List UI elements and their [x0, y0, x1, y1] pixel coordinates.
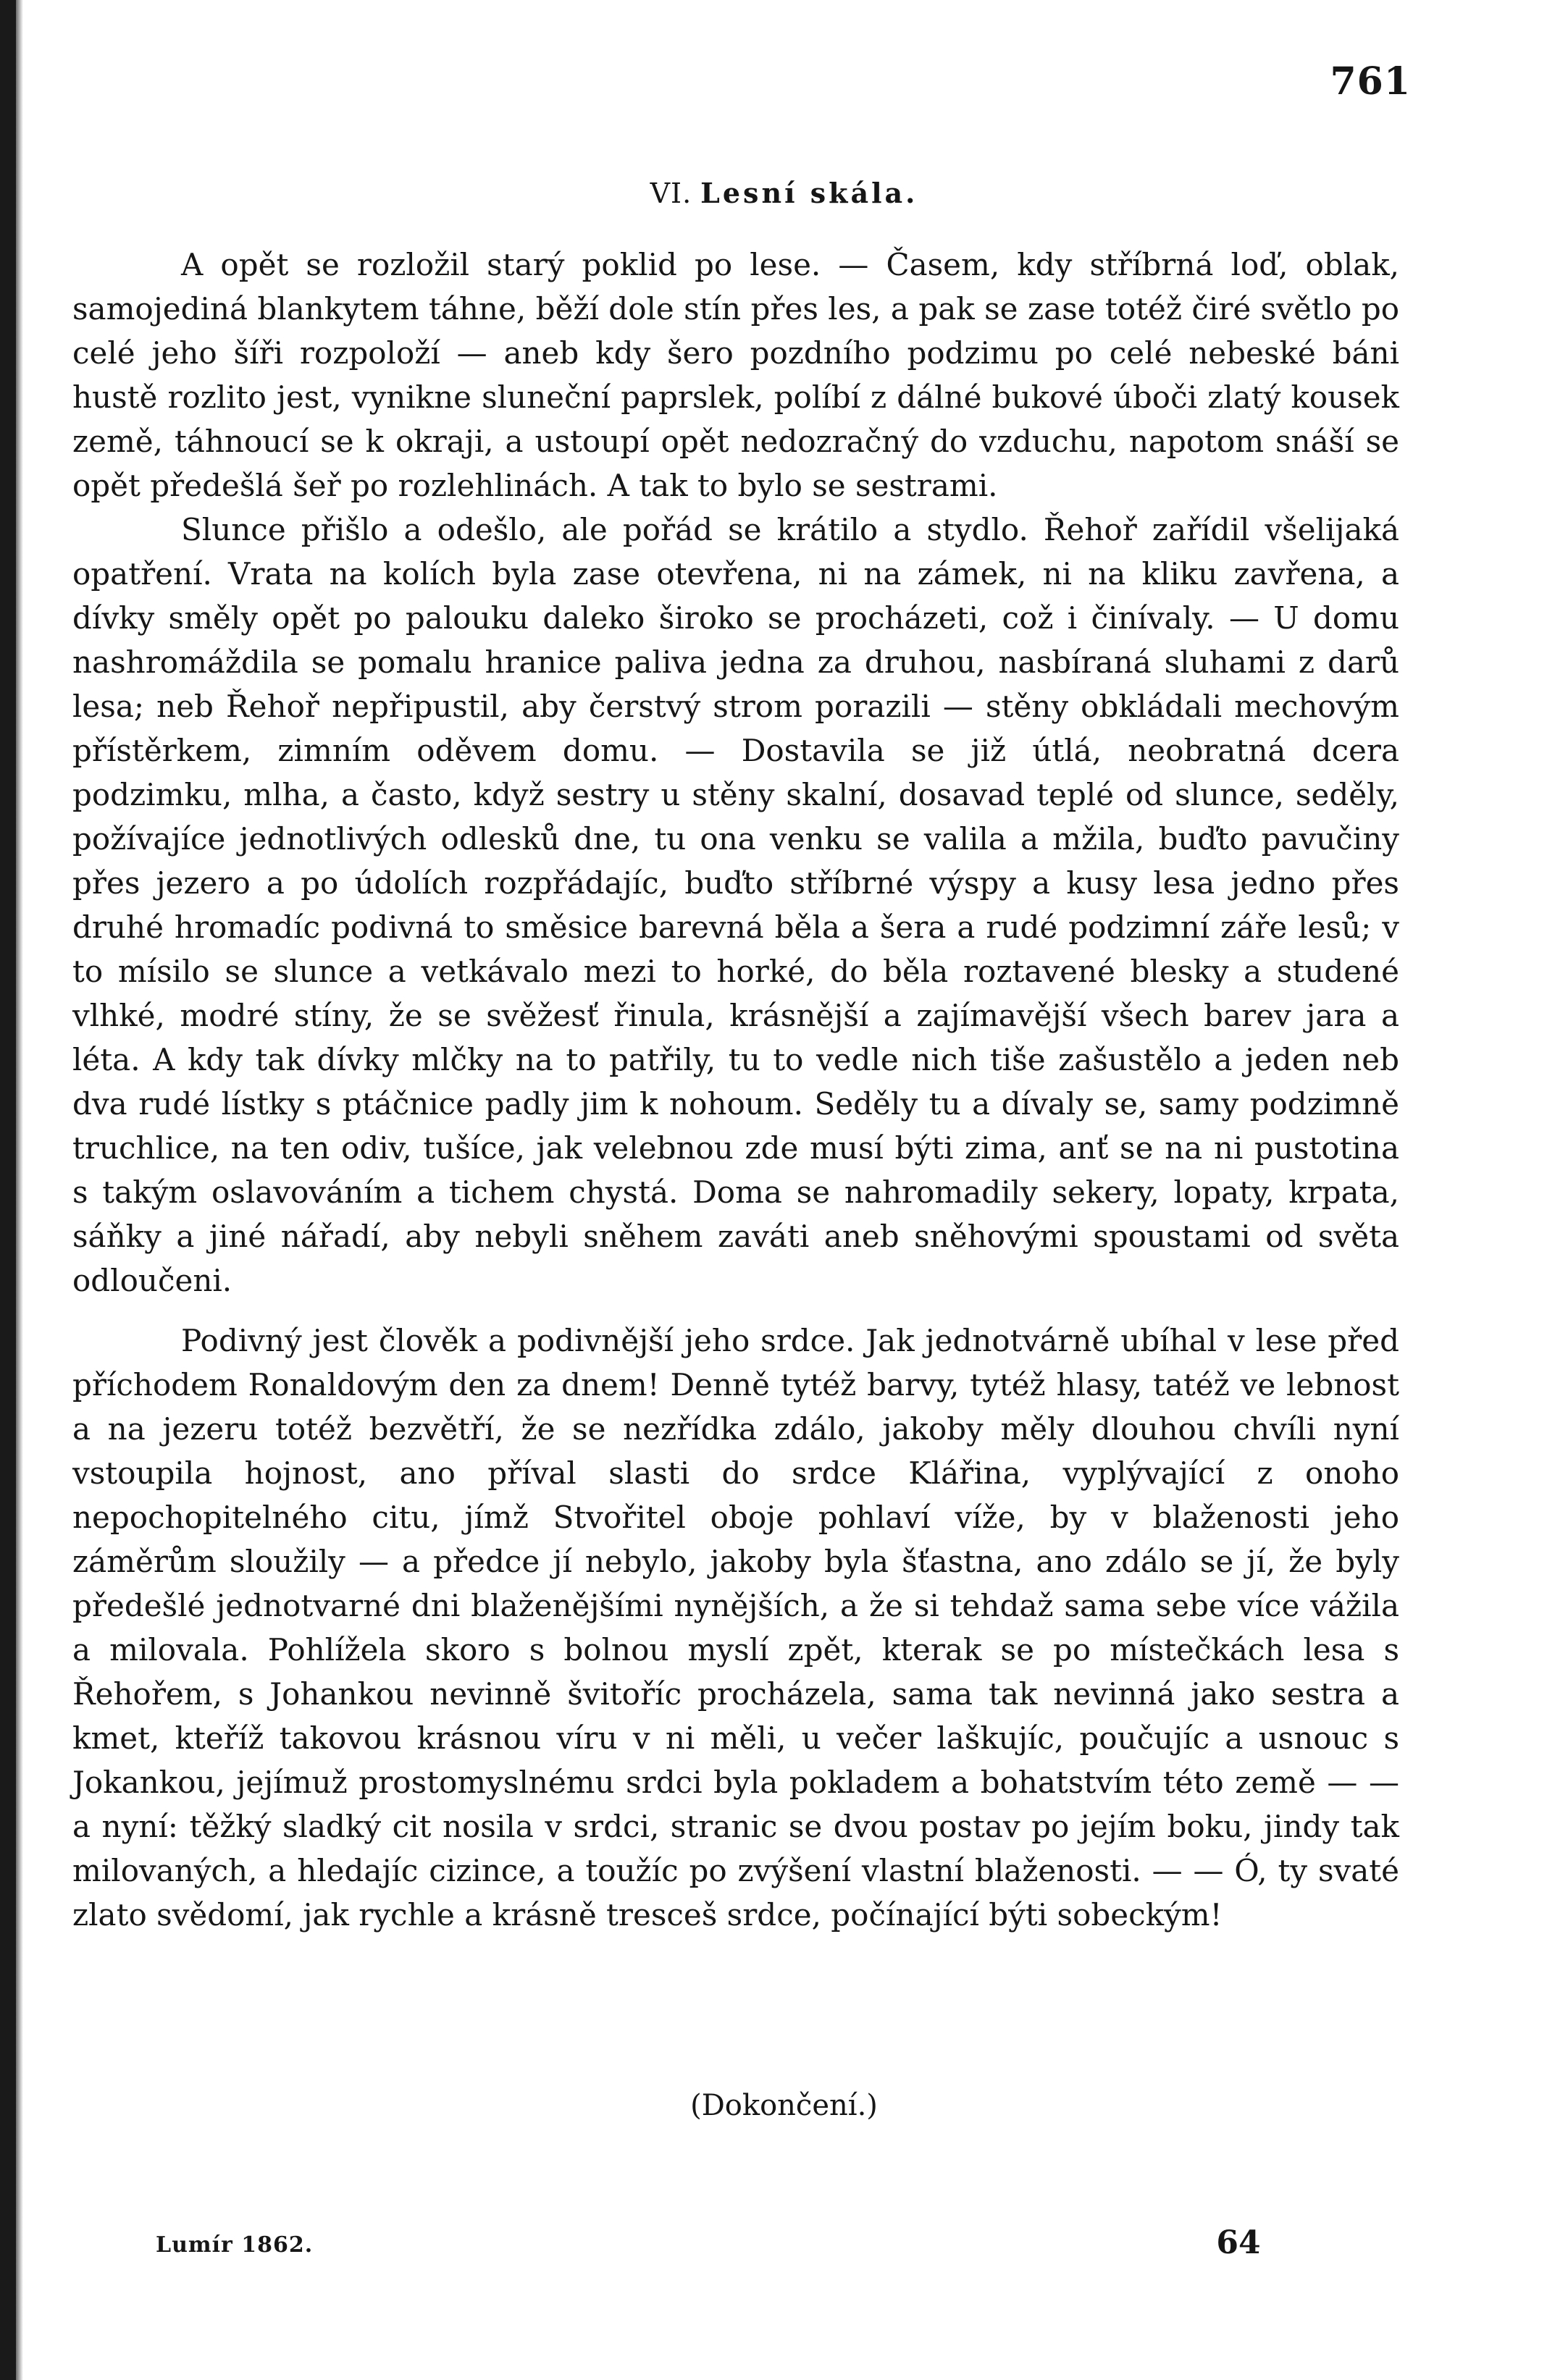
- continuation-note: (Dokončení.): [690, 2089, 878, 2122]
- chapter-title: Lesní skála.: [700, 177, 918, 209]
- page-binding-shadow: [16, 0, 23, 2380]
- paragraph: Podivný jest člověk a podivnější jeho srdce. Jak jednotvárně ubíhal v lese před příchodem Ronaldovým den za dnem! Denně tytéž barvy, tytéž hlasy, tatéž ve lebnost a na jezeru totéž bezvětří, že se nezřídka zdálo, jakoby měly dlouhou chvíli nyní vstoupila hojnost, ano příval slasti do srdce Klářina, vyplývající z onoho nepochopitelného citu, jímž Stvořitel oboje pohlaví víže, by v blaženosti jeho záměrům sloužily — a předce jí nebylo, jakoby byla šťastna, ano zdálo se jí, že byly předešlé jednotvarné dni blaženějšími nynějších, a že si tehdaž sama sebe více vážila a milovala. Pohlížela skoro s bolnou myslí zpět, kterak se po místečkách lesa s Řehořem, s Johankou nevinně švitoříc procházela, sama tak nevinná jako sestra a kmet, kteříž takovou krásnou víru v ni měli, u večer laškujíc, poučujíc a usnouc s Jokankou, jejímuž prostomyslnému srdci byla pokladem a bohatstvím této země — — a nyní: těžký sladký cit nosila v srdci, stranic se dvou postav po jejím boku, jindy tak milovaných, a hledajíc cizince, a toužíc po zvýšení vlastní blaženosti. — — Ó, ty svaté zlato svědomí, jak rychle a krásně tresceš srdce, počínající býti sobeckým!: [72, 1323, 1399, 1933]
- body-text: [72, 243, 1399, 1937]
- chapter-number: VI.: [650, 177, 692, 209]
- publication-footer: Lumír 1862.: [156, 2232, 314, 2258]
- chapter-heading: [0, 177, 1568, 209]
- page-number: 761: [1330, 59, 1411, 104]
- paragraph: A opět se rozložil starý poklid po lese. — Časem, kdy stříbrná loď, oblak, samojediná blankytem táhne, běží dole stín přes les, a pak se zase totéž čiré světlo po celé jeho šíři rozpoloží — aneb kdy šero pozdního podzimu po celé nebeské báni hustě rozlito jest, vynikne sluneční paprslek, políbí z dálné bukové úboči zlatý kousek země, táhnoucí se k okraji, a ustoupí opět nedozračný do vzduchu, napotom snáší se opět předešlá šeř po rozlehlinách. A tak to bylo se sestrami.: [72, 247, 1399, 503]
- sheet-number: 64: [1216, 2224, 1261, 2261]
- paragraph: Slunce přišlo a odešlo, ale pořád se krátilo a stydlo. Řehoř zařídil všelijaká opatření. Vrata na kolích byla zase otevřena, ni na zámek, ni na kliku zavřena, a dívky směly opět po palouku daleko široko se procházeti, což i činívaly. — U domu nashromáždila se pomalu hranice paliva jedna za druhou, nasbíraná sluhami z darů lesa; neb Řehoř nepřipustil, aby čerstvý strom porazili — stěny obkládali mechovým přístěrkem, zimním oděvem domu. — Dostavila se již útlá, neobratná dcera podzimku, mlha, a často, když sestry u stěny skalní, dosavad teplé od slunce, seděly, požívajíce jednotlivých odlesků dne, tu ona venku se valila a mžila, buďto pavučiny přes jezero a po údolích rozpřádajíc, buďto stříbrné výspy a kusy lesa jedno přes druhé hromadíc podivná to směsice barevná běla a šera a rudé podzimní záře lesů; v to mísilo se slunce a vetkávalo mezi to horké, do běla roztavené blesky a studené vlhké, modré stíny, že se svěžesť řinula, krásnější a zajímavější všech barev jara a léta. A kdy tak dívky mlčky na to patřily, tu to vedle nich tiše zašustělo a jeden neb dva rudé lístky s ptáčnice padly jim k nohoum. Seděly tu a dívaly se, samy podzimně truchlice, na ten odiv, tušíce, jak velebnou zde musí býti zima, anť se na ni pustotina s takým oslavováním a tichem chystá. Doma se nahromadily sekery, lopaty, krpata, sáňky a jiné nářadí, aby nebyli sněhem zaváti aneb sněhovými spoustami od světa odloučeni.: [72, 512, 1399, 1298]
- page-binding-edge: [0, 0, 16, 2380]
